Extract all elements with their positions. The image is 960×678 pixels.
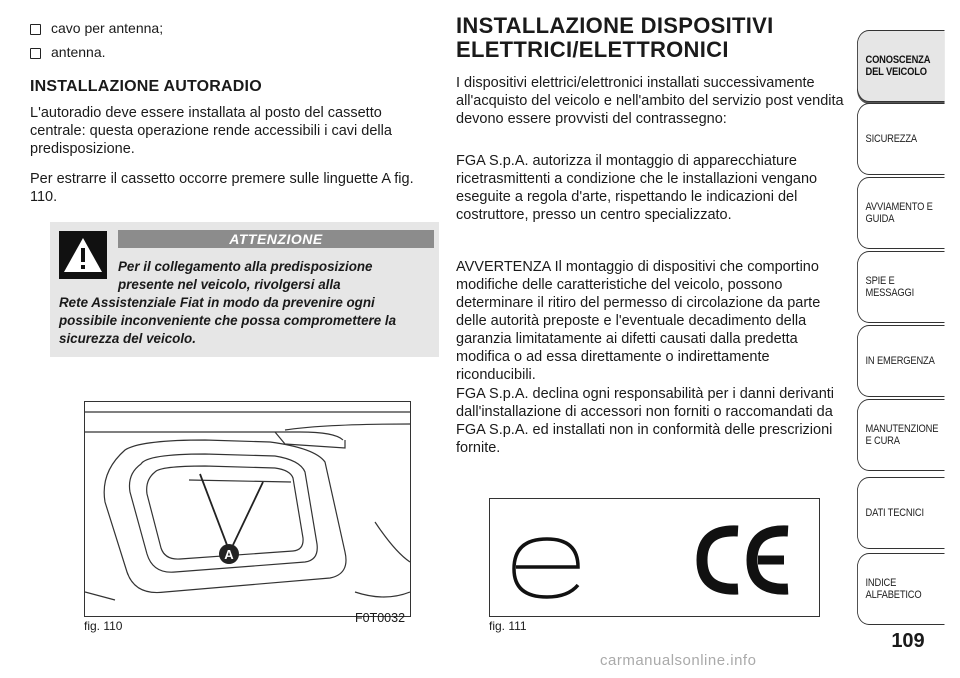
bullet-item bbox=[30, 44, 106, 60]
ce-mark-icon bbox=[702, 531, 788, 589]
page-number: 109 bbox=[891, 630, 925, 652]
tab-label: MANUTENZIONE E CURA bbox=[865, 423, 939, 447]
figure-caption: fig. 110 bbox=[84, 619, 123, 633]
warning-box bbox=[50, 222, 439, 357]
tab-label: SICUREZZA bbox=[865, 133, 917, 145]
tab-spie-e-messaggi[interactable] bbox=[857, 251, 945, 323]
dashboard-illustration bbox=[85, 402, 410, 616]
section-heading-autoradio: INSTALLAZIONE AUTORADIO bbox=[30, 78, 262, 95]
tab-manutenzione-e-cura[interactable] bbox=[857, 399, 945, 471]
paragraph: Per estrarre il cassetto occorre premere sulle linguette A fig. 110. bbox=[30, 171, 414, 205]
warning-text bbox=[59, 258, 431, 348]
figure-caption: fig. 111 bbox=[489, 619, 527, 633]
heading-line: ELETTRICI/ELETTRONICI bbox=[456, 37, 729, 62]
bullet-text: antenna. bbox=[51, 44, 106, 60]
tab-sicurezza[interactable] bbox=[857, 103, 945, 175]
tab-dati-tecnici[interactable] bbox=[857, 477, 945, 549]
tab-label: CONOSCENZA DEL VEICOLO bbox=[865, 54, 930, 78]
warning-line: Rete Assistenziale Fiat in modo da prevenire ogni possibile inconveniente che possa compromettere la sicurezza del veicolo. bbox=[59, 295, 397, 346]
warning-title: ATTENZIONE bbox=[118, 230, 434, 248]
tab-label: IN EMERGENZA bbox=[865, 355, 935, 367]
tab-label: AVVIAMENTO E GUIDA bbox=[865, 201, 933, 225]
section-heading-dispositivi bbox=[456, 14, 774, 62]
paragraph: L'autoradio deve essere installata al posto del cassetto centrale: questa operazione rende accessibili i cavi della predisposizione. bbox=[30, 105, 392, 157]
tab-label: SPIE E MESSAGGI bbox=[865, 275, 915, 299]
paragraph: FGA S.p.A. autorizza il montaggio di apparecchiature ricetrasmittenti a condizione che le installazioni vengano eseguite a regola d'arte, rispettando le indicazioni del costruttore, presso un centro specializzato. bbox=[456, 153, 818, 223]
checkbox-bullet-icon bbox=[30, 24, 41, 35]
tab-label: INDICE ALFABETICO bbox=[865, 577, 922, 601]
bullet-text: cavo per antenna; bbox=[51, 20, 164, 36]
checkbox-bullet-icon bbox=[30, 48, 41, 59]
tab-conoscenza-del-veicolo[interactable] bbox=[857, 30, 945, 102]
warning-line: Per il collegamento alla predisposizione bbox=[118, 259, 373, 274]
markings-illustration bbox=[490, 499, 819, 616]
tab-in-emergenza[interactable] bbox=[857, 325, 945, 397]
warning-line: presente nel veicolo, rivolgersi alla bbox=[118, 277, 341, 292]
heading-line: INSTALLAZIONE DISPOSITIVI bbox=[456, 13, 774, 38]
watermark: carmanualsonline.info bbox=[600, 652, 757, 669]
paragraph: I dispositivi elettrici/elettronici installati successivamente all'acquisto del veicolo e nell'ambito del servizio post vendita devono essere provvisti del contrassegno: bbox=[456, 75, 844, 127]
figure-110-dashboard-drawer bbox=[84, 401, 411, 617]
tab-avviamento-e-guida[interactable] bbox=[857, 177, 945, 249]
paragraph: AVVERTENZA Il montaggio di dispositivi che comportino modifiche delle caratteristiche del veicolo, possono determinare il ritiro del permesso di circolazione da parte delle autorità preposte e l'eventuale decadimento della garanzia limitatamente ai difetti causati dalla predetta modifica o ad essa direttamente o indirettamente riconducibili. bbox=[456, 259, 821, 383]
figure-code: F0T0032 bbox=[355, 611, 406, 625]
tab-label: DATI TECNICI bbox=[865, 507, 924, 519]
e-mark-icon bbox=[514, 539, 578, 597]
callout-a-label: A bbox=[224, 547, 234, 562]
bullet-item bbox=[30, 20, 163, 36]
figure-111-markings bbox=[489, 498, 820, 617]
tab-indice-alfabetico[interactable] bbox=[857, 553, 945, 625]
paragraph: FGA S.p.A. declina ogni responsabilità per i danni derivanti dall'installazione di accessori non forniti o raccomandati da FGA S.p.A. ed installati non in conformità delle prescrizioni fornite. bbox=[456, 386, 835, 456]
